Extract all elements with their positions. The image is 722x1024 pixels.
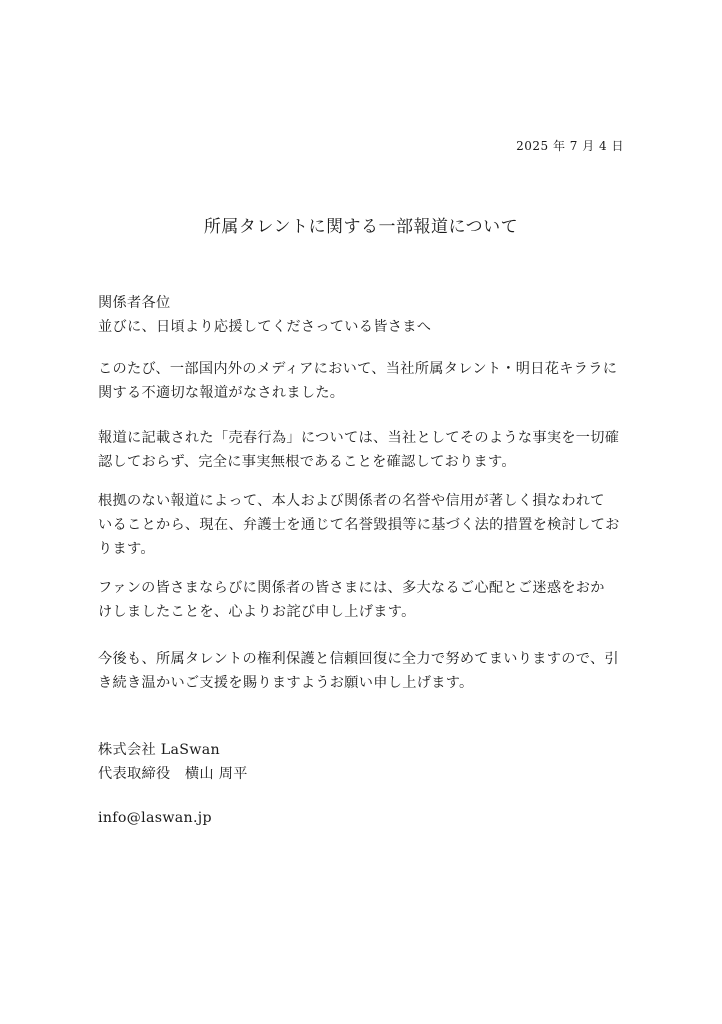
representative-name: 代表取締役 横山 周平 <box>98 766 248 782</box>
paragraph-2-line-1: 報道に記載された「売春行為」については、当社としてそのような事実を一切確 <box>98 430 620 446</box>
paragraph-5 <box>98 647 628 695</box>
paragraph-1-line-1: このたび、一部国内外のメディアにおいて、当社所属タレント・明日花キララに <box>98 361 618 377</box>
contact-block <box>98 806 628 830</box>
addressee-block <box>98 291 628 339</box>
paragraph-5-line-2: き続き温かいご支援を賜りますようお願い申し上げます。 <box>98 675 474 691</box>
paragraph-4-line-1: ファンの皆さまならびに関係者の皆さまには、多大なるご心配とご迷惑をおか <box>98 580 605 596</box>
paragraph-1 <box>98 357 628 405</box>
paragraph-3-line-2: いることから、現在、弁護士を通じて名誉毀損等に基づく法的措置を検討してお <box>98 517 620 533</box>
paragraph-3-line-1: 根拠のない報道によって、本人および関係者の名誉や信用が著しく損なわれて <box>98 493 605 509</box>
paragraph-4 <box>98 576 628 624</box>
addressee-line-2: 並びに、日頃より応援してくださっている皆さまへ <box>98 319 432 335</box>
letter-date: 2025 年 7 月 4 日 <box>516 139 624 153</box>
paragraph-3-line-3: ります。 <box>98 541 155 557</box>
paragraph-1-line-2: 関する不適切な報道がなされました。 <box>98 385 345 401</box>
paragraph-4-line-2: けしましたことを、心よりお詫び申し上げます。 <box>98 604 416 620</box>
company-name: 株式会社 LaSwan <box>98 742 220 758</box>
contact-email: info@laswan.jp <box>98 810 212 826</box>
addressee-line-1: 関係者各位 <box>98 295 171 311</box>
paragraph-2 <box>98 426 628 474</box>
letter-title: 所属タレントに関する一部報道について <box>203 217 519 237</box>
paragraph-5-line-1: 今後も、所属タレントの権利保護と信頼回復に全力で努めてまいりますので、引 <box>98 651 619 667</box>
paragraph-3 <box>98 489 628 561</box>
signature-block <box>98 738 628 786</box>
paragraph-2-line-2: 認しておらず、完全に事実無根であることを確認しております。 <box>98 454 516 470</box>
